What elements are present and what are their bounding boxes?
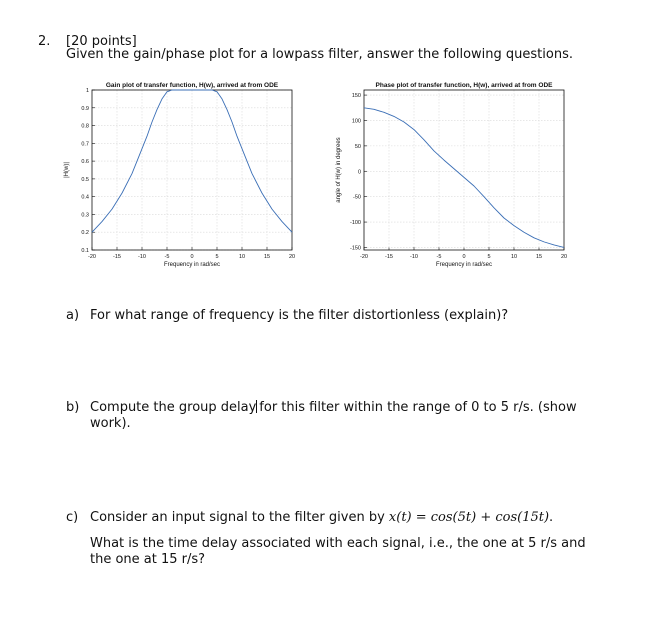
part-c-end: .	[549, 510, 554, 525]
part-b-text-1: Compute the group delay	[90, 400, 257, 415]
phase-ytick-label: -100	[349, 220, 361, 227]
phase-xtick-label: -15	[385, 254, 393, 260]
part-c-text-2: What is the time delay associated with each signal, i.e., the one at 5 r/s and the one at 15 r/s?	[90, 536, 586, 567]
part-b-text-2: for this filter within the range of 0 to 5 r/s. (show	[259, 400, 577, 415]
question-intro: Given the gain/phase plot for a lowpass filter, answer the following questions.	[66, 47, 573, 62]
gain-plot	[56, 78, 306, 278]
part-c-equation: x(t) = cos(5t) + cos(15t)	[388, 510, 550, 525]
phase-xtick-label: 15	[535, 254, 543, 260]
gain-title: Gain plot of transfer function, H(w), arrived at from ODE	[105, 82, 279, 89]
phase-series-line	[364, 108, 564, 248]
gain-ytick-label: 0.5	[81, 176, 89, 183]
gain-xtick-label: -5	[164, 254, 170, 260]
gain-ytick-label: 0.7	[81, 141, 89, 148]
phase-xtick-label: -5	[436, 254, 442, 260]
gain-xtick-label: 20	[288, 254, 296, 260]
phase-ylabel: angle of H(w) in degrees	[336, 137, 342, 203]
part-c	[66, 510, 606, 568]
part-a-label: a)	[66, 308, 80, 323]
part-b-text-3: work).	[90, 416, 131, 431]
phase-xtick-label: 5	[487, 254, 491, 260]
phase-title: Phase plot of transfer function, H(w), arrived at from ODE	[375, 82, 553, 89]
phase-ytick-label: 100	[351, 118, 361, 125]
phase-ytick-label: 0	[357, 169, 361, 176]
gain-xlabel: Frequency in rad/sec	[163, 262, 221, 268]
gain-xtick-label: -10	[138, 254, 146, 260]
gain-xtick-label: -20	[88, 254, 96, 260]
gain-ytick-label: 0.9	[81, 105, 89, 112]
gain-ytick-label: 0.1	[81, 248, 89, 254]
phase-xtick-label: 10	[510, 254, 518, 260]
gain-ytick-label: 0.4	[81, 194, 89, 201]
gain-xtick-label: 10	[238, 254, 246, 260]
phase-xtick-label: 0	[462, 254, 466, 260]
gain-ytick-label: 0.2	[81, 230, 89, 237]
part-c-label: c)	[66, 510, 79, 525]
gain-ytick-label: 0.3	[81, 212, 89, 219]
question-number: 2.	[38, 34, 51, 49]
phase-ytick-label: 50	[354, 143, 361, 150]
gain-ytick-label: 0.6	[81, 159, 89, 166]
text-cursor	[256, 400, 257, 413]
gain-xtick-label: 0	[190, 254, 194, 260]
gain-xtick-label: 5	[215, 254, 219, 260]
part-b	[66, 400, 606, 432]
question-points: [20 points]	[66, 34, 137, 49]
gain-ytick-label: 0.8	[81, 123, 89, 130]
phase-ytick-label: -150	[349, 245, 361, 252]
gain-xtick-label: 15	[263, 254, 271, 260]
part-a-text: For what range of frequency is the filter distortionless (explain)?	[90, 308, 509, 323]
gain-ytick-label: 1	[85, 88, 89, 94]
part-a	[66, 308, 508, 324]
phase-xlabel: Frequency in rad/sec	[435, 262, 493, 268]
phase-xtick-label: 20	[560, 254, 568, 260]
phase-plot	[328, 78, 578, 278]
part-b-label: b)	[66, 400, 80, 415]
gain-xtick-label: -15	[113, 254, 121, 260]
phase-ytick-label: -50	[353, 194, 361, 201]
phase-xtick-label: -10	[410, 254, 418, 260]
gain-ylabel: |H(w)|	[64, 162, 70, 178]
phase-ytick-label: 150	[351, 93, 361, 100]
part-c-text: Consider an input signal to the filter given by	[90, 510, 385, 525]
phase-xtick-label: -20	[360, 254, 368, 260]
